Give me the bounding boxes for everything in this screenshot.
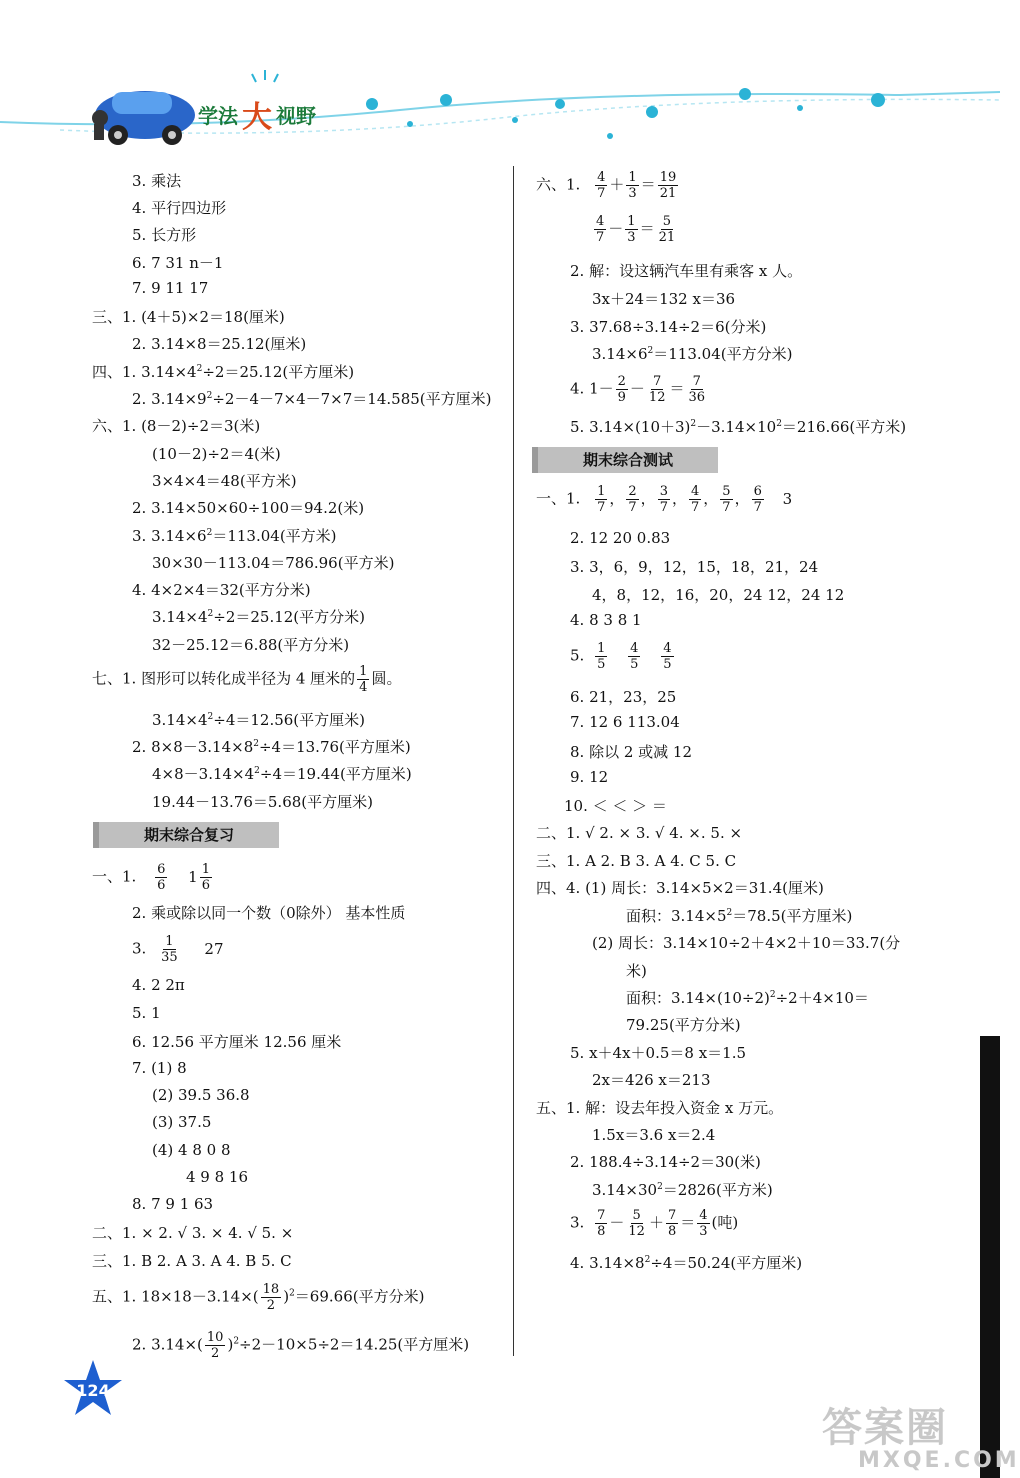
answer-line <box>536 484 792 515</box>
header-banner <box>0 0 1000 150</box>
denominator: 6 <box>201 878 210 893</box>
answer-line <box>592 214 679 245</box>
answer-line <box>92 1282 424 1313</box>
fraction <box>628 641 640 672</box>
fraction <box>595 484 607 515</box>
denominator: 12 <box>628 1224 645 1239</box>
denominator: 3 <box>628 186 637 201</box>
answer-line: 5. 长方形 <box>132 226 197 244</box>
superscript: 2 <box>207 609 214 619</box>
answer-line: 5. x＋4x＋0.5＝8 x＝1.5 <box>570 1044 747 1062</box>
fraction <box>658 170 679 201</box>
text: 27 <box>204 939 224 958</box>
answer-line: 四、4. (1) 周长：3.14×5×2＝31.4(厘米) <box>536 879 824 897</box>
fraction <box>657 214 678 245</box>
superscript: 2 <box>769 990 776 1000</box>
answer-line <box>570 1208 738 1239</box>
answer-line: 30×30－113.04＝786.96(平方米) <box>152 554 395 572</box>
answer-line: 7. 12 6 113.04 <box>570 713 680 731</box>
denominator: 7 <box>628 500 637 515</box>
fraction <box>616 374 628 405</box>
column-divider <box>513 166 514 1356</box>
answer-line: 2. 解：设这辆汽车里有乘客 x 人。 <box>570 262 803 280</box>
text: 3.14×4 <box>152 711 208 729</box>
text: ＝216.66(平方米) <box>781 418 907 436</box>
denominator: 12 <box>648 390 666 405</box>
text: 2. 3.14×9 <box>132 390 207 408</box>
fraction <box>205 1330 226 1361</box>
text: (吨) <box>711 1213 739 1232</box>
answer-line <box>570 374 709 405</box>
answer-line: 2. 3.14×8＝25.12(厘米) <box>132 335 307 353</box>
denominator: 9 <box>617 390 626 405</box>
numerator: 4 <box>596 214 605 229</box>
answer-line: 4. 8 3 8 1 <box>570 611 642 629</box>
text: 4×8－3.14×4 <box>152 765 255 783</box>
fraction <box>594 214 606 245</box>
fraction <box>626 484 638 515</box>
denominator: 36 <box>688 390 706 405</box>
superscript: 2 <box>657 1182 663 1192</box>
text: ÷4＝19.44(平方厘米) <box>259 765 412 783</box>
numerator: 4 <box>630 641 639 656</box>
denominator: 7 <box>596 230 605 245</box>
fraction <box>261 1282 282 1313</box>
answer-line <box>132 1330 469 1361</box>
numerator: 2 <box>628 484 637 499</box>
answer-line: 3. 乘法 <box>132 172 182 190</box>
numerator: 5 <box>632 1208 641 1223</box>
answer-line: (3) 37.5 <box>152 1113 212 1131</box>
fraction <box>159 934 180 965</box>
denominator: 3 <box>627 230 636 245</box>
answer-line <box>536 170 680 201</box>
fraction <box>357 664 369 695</box>
superscript: 2 <box>253 739 259 749</box>
text: ÷4＝50.24(平方厘米) <box>650 1254 803 1272</box>
answer-line <box>592 343 792 364</box>
denominator: 7 <box>690 500 700 515</box>
answer-line: 三、1. B 2. A 3. A 4. B 5. C <box>92 1252 292 1270</box>
fraction <box>689 484 701 515</box>
text: ÷2＋4×10＝ <box>775 989 869 1007</box>
superscript: 2 <box>206 391 213 401</box>
answer-line: (2) 39.5 36.8 <box>152 1086 250 1104</box>
answer-line <box>152 763 412 784</box>
operator: ＝ <box>680 1213 696 1232</box>
text: 四、1. 3.14×4 <box>92 363 197 381</box>
text: ＝2826(平方米) <box>662 1181 773 1199</box>
denominator: 2 <box>266 1298 276 1313</box>
text: 圆。 <box>371 669 402 688</box>
logo-text-2: 大 <box>242 100 272 135</box>
answer-line <box>570 1252 802 1273</box>
numerator: 1 <box>627 214 636 229</box>
denominator: 5 <box>663 657 672 672</box>
text: ÷2＝25.12(平方分米) <box>213 608 366 626</box>
denominator: 7 <box>597 186 606 201</box>
fraction <box>595 641 607 672</box>
answer-line <box>152 606 365 627</box>
denominator: 5 <box>630 657 639 672</box>
answer-line <box>626 905 852 926</box>
section-heading: 期末综合复习 <box>99 822 279 848</box>
denominator: 21 <box>658 230 676 245</box>
text: 2. 3.14×( <box>132 1335 203 1354</box>
answer-line: (4) 4 8 0 8 <box>152 1141 231 1159</box>
text: ＝69.66(平方分米) <box>294 1287 425 1306</box>
whole-number: 1 <box>188 867 198 886</box>
operator: － <box>629 379 645 398</box>
denominator: 7 <box>722 500 731 515</box>
numerator: 5 <box>662 214 671 229</box>
superscript: 2 <box>690 419 697 429</box>
answer-line: 3x＋24＝132 x＝36 <box>592 290 736 308</box>
fraction <box>658 484 670 515</box>
logo-text-1: 学法 <box>198 104 238 128</box>
numerator: 1 <box>597 484 606 499</box>
operator: － <box>608 219 624 238</box>
separator: ， <box>671 489 687 508</box>
denominator: 21 <box>659 186 677 201</box>
fraction <box>647 374 668 405</box>
answer-line <box>570 641 676 672</box>
fraction <box>155 862 167 893</box>
answer-line: 3. 3，6，9，12，15，18，21，24 <box>570 558 819 576</box>
superscript: 2 <box>207 712 214 722</box>
page-number: 124 <box>76 1381 110 1400</box>
answer-line: 二、1. × 2. √ 3. × 4. √ 5. × <box>92 1224 294 1242</box>
denominator: 4 <box>359 680 368 695</box>
answer-line: 4. 平行四边形 <box>132 199 227 217</box>
text: 3.14×6 <box>592 345 648 363</box>
text: ÷2－4－7×4－7×7＝14.585(平方厘米) <box>212 390 492 408</box>
answer-line <box>626 987 869 1008</box>
denominator: 8 <box>597 1224 606 1239</box>
answer-line <box>152 709 365 730</box>
fraction <box>752 484 764 515</box>
answer-line: 8. 7 9 1 63 <box>132 1195 214 1213</box>
numerator: 19 <box>659 170 677 185</box>
numerator: 7 <box>692 374 701 389</box>
fraction <box>595 170 607 201</box>
answer-line <box>132 525 337 546</box>
answer-line: 2. 乘或除以同一个数（0除外） 基本性质 <box>132 904 406 922</box>
denominator: 35 <box>161 950 178 965</box>
operator: ＝ <box>640 175 656 194</box>
text: 2. 8×8－3.14×8 <box>132 738 254 756</box>
text: ) <box>283 1287 290 1306</box>
fraction <box>625 214 637 245</box>
text: 4. 1－ <box>570 379 614 398</box>
answer-line <box>132 934 224 965</box>
text: 六、1. <box>536 175 581 194</box>
operator: ＝ <box>639 219 655 238</box>
denominator: 3 <box>699 1224 708 1239</box>
answer-line: 6. 7 31 n－1 <box>132 254 224 272</box>
watermark <box>822 1405 1020 1473</box>
answer-line: 五、1. 解：设去年投入资金 x 万元。 <box>536 1099 784 1117</box>
text: 面积：3.14×(10÷2) <box>626 989 770 1007</box>
text: 面积：3.14×5 <box>626 907 727 925</box>
answer-line: (2) 周长：3.14×10÷2＋4×2＋10＝33.7(分 <box>592 934 901 952</box>
answer-line: 4. 4×2×4＝32(平方分米) <box>132 581 311 599</box>
separator: ， <box>703 489 719 508</box>
answer-line: 三、1. A 2. B 3. A 4. C 5. C <box>536 852 737 870</box>
numerator: 4 <box>597 170 606 185</box>
fraction <box>697 1208 709 1239</box>
numerator: 1 <box>201 862 210 877</box>
numerator: 1 <box>359 664 368 679</box>
numerator: 4 <box>663 641 672 656</box>
answer-line <box>92 664 401 695</box>
answer-line: 2. 3.14×50×60÷100＝94.2(米) <box>132 499 365 517</box>
answer-line <box>132 736 411 757</box>
separator: ， <box>609 489 625 508</box>
text: ÷2＝25.12(平方厘米) <box>202 363 355 381</box>
answer-line: 六、1. (8－2)÷2＝3(米) <box>92 417 261 435</box>
superscript: 2 <box>206 528 213 538</box>
numerator: 7 <box>667 1208 677 1223</box>
text: 3.14×30 <box>592 1181 658 1199</box>
operator: － <box>609 1213 625 1232</box>
text: 3. <box>132 939 147 958</box>
numerator: 5 <box>722 484 731 499</box>
denominator: 8 <box>667 1224 677 1239</box>
denominator: 2 <box>211 1346 220 1361</box>
text: ÷4＝13.76(平方厘米) <box>258 738 411 756</box>
fraction <box>626 1208 647 1239</box>
numerator: 18 <box>262 1282 280 1297</box>
text: 七、1. 图形可以转化成半径为 4 厘米的 <box>92 669 356 688</box>
numerator: 1 <box>165 934 174 949</box>
answer-line <box>132 388 491 409</box>
text: 5. 3.14×(10＋3) <box>570 418 691 436</box>
answer-line: 三、1. (4＋5)×2＝18(厘米) <box>92 308 285 326</box>
text: ＝113.04(平方米) <box>212 527 337 545</box>
logo-text-3: 视野 <box>276 104 316 128</box>
text: ) <box>227 1335 234 1354</box>
fraction <box>720 484 732 515</box>
numerator: 2 <box>617 374 626 389</box>
answer-line: 4. 2 2π <box>132 976 185 994</box>
text: ÷2－10×5÷2＝14.25(平方厘米) <box>239 1335 470 1354</box>
answer-line <box>570 416 906 437</box>
fraction <box>626 170 638 201</box>
numerator: 6 <box>157 862 166 877</box>
watermark-text: 答案圈 <box>822 1405 948 1451</box>
answer-line: 米) <box>626 962 647 980</box>
text: 3 <box>782 489 793 508</box>
answer-line: 79.25(平方分米) <box>626 1016 741 1034</box>
numerator: 1 <box>628 170 637 185</box>
answer-line: 8. 除以 2 或减 12 <box>570 743 693 761</box>
superscript: 2 <box>196 364 203 374</box>
answer-line: 9. 12 <box>570 768 609 786</box>
superscript: 2 <box>289 1288 295 1299</box>
answer-line: (10－2)÷2＝4(米) <box>152 445 281 463</box>
section-heading: 期末综合测试 <box>538 447 718 473</box>
text: 五、1. 18×18－3.14×( <box>92 1287 259 1306</box>
text: 5. <box>570 646 585 665</box>
watermark-url: MXQE.COM <box>858 1448 1020 1473</box>
answer-line: 5. 1 <box>132 1004 161 1022</box>
separator: ， <box>734 489 750 508</box>
text: 3. 3.14×6 <box>132 527 207 545</box>
answer-line <box>92 862 214 893</box>
car-icon <box>92 91 195 145</box>
answer-line: 3×4×4＝48(平方米) <box>152 472 297 490</box>
numerator: 7 <box>597 1208 606 1223</box>
text: ÷4＝12.56(平方厘米) <box>213 711 366 729</box>
answer-line <box>92 361 354 382</box>
fraction <box>200 862 212 893</box>
superscript: 2 <box>254 766 260 776</box>
answer-line: 19.44－13.76＝5.68(平方厘米) <box>152 793 373 811</box>
superscript: 2 <box>233 1336 240 1347</box>
separator: ， <box>640 489 656 508</box>
numerator: 3 <box>659 484 668 499</box>
operator: ＋ <box>609 175 625 194</box>
text: －3.14×10 <box>696 418 777 436</box>
sparkle-icon <box>252 70 278 82</box>
denominator: 6 <box>157 878 166 893</box>
numerator: 6 <box>753 484 762 499</box>
text: ＝78.5(平方厘米) <box>732 907 853 925</box>
answer-line: 2. 188.4÷3.14÷2＝30(米) <box>570 1153 761 1171</box>
answer-line: 2x＝426 x＝213 <box>592 1071 711 1089</box>
denominator: 7 <box>659 500 668 515</box>
answer-line: 4，8，12，16，20，24 12，24 12 <box>592 586 845 604</box>
answer-line: 10. ＜ ＜ ＞ ＝ <box>564 797 667 815</box>
text: ＝113.04(平方分米) <box>653 345 793 363</box>
answer-line: 1.5x＝3.6 x＝2.4 <box>592 1126 716 1144</box>
numerator: 10 <box>206 1330 224 1345</box>
answer-line: 6. 12.56 平方厘米 12.56 厘米 <box>132 1033 342 1051</box>
numerator: 4 <box>699 1208 708 1223</box>
operator: ＋ <box>648 1213 664 1232</box>
text: 3.14×4 <box>152 608 208 626</box>
answer-line: 7. (1) 8 <box>132 1059 187 1077</box>
header-decoration <box>0 0 1000 150</box>
answer-line: 32－25.12＝6.88(平方分米) <box>152 636 350 654</box>
denominator: 5 <box>597 657 606 672</box>
fraction <box>595 1208 607 1239</box>
answer-line: 4 9 8 16 <box>186 1168 249 1186</box>
answer-line: 2. 12 20 0.83 <box>570 529 671 547</box>
numerator: 4 <box>690 484 700 499</box>
superscript: 2 <box>647 346 654 356</box>
text: 4. 3.14×8 <box>570 1254 645 1272</box>
denominator: 7 <box>597 500 606 515</box>
answer-line: 6. 21，23，25 <box>570 688 677 706</box>
answer-line: 3. 37.68÷3.14÷2＝6(分米) <box>570 318 767 336</box>
superscript: 2 <box>776 419 782 429</box>
answer-line <box>592 1179 773 1200</box>
fraction <box>661 641 673 672</box>
text: 一、1. <box>92 867 137 886</box>
answer-line: 二、1. √ 2. × 3. √ 4. ×. 5. × <box>536 824 743 842</box>
superscript: 2 <box>644 1255 651 1265</box>
text: 3. <box>570 1213 585 1232</box>
superscript: 2 <box>726 908 733 918</box>
header-logo <box>198 88 316 135</box>
operator: ＝ <box>669 379 685 398</box>
text: 一、1. <box>536 489 581 508</box>
numerator: 1 <box>597 641 606 656</box>
answer-line: 7. 9 11 17 <box>132 279 209 297</box>
fraction <box>666 1208 678 1239</box>
fraction <box>686 374 707 405</box>
numerator: 7 <box>653 374 662 389</box>
denominator: 7 <box>753 500 762 515</box>
